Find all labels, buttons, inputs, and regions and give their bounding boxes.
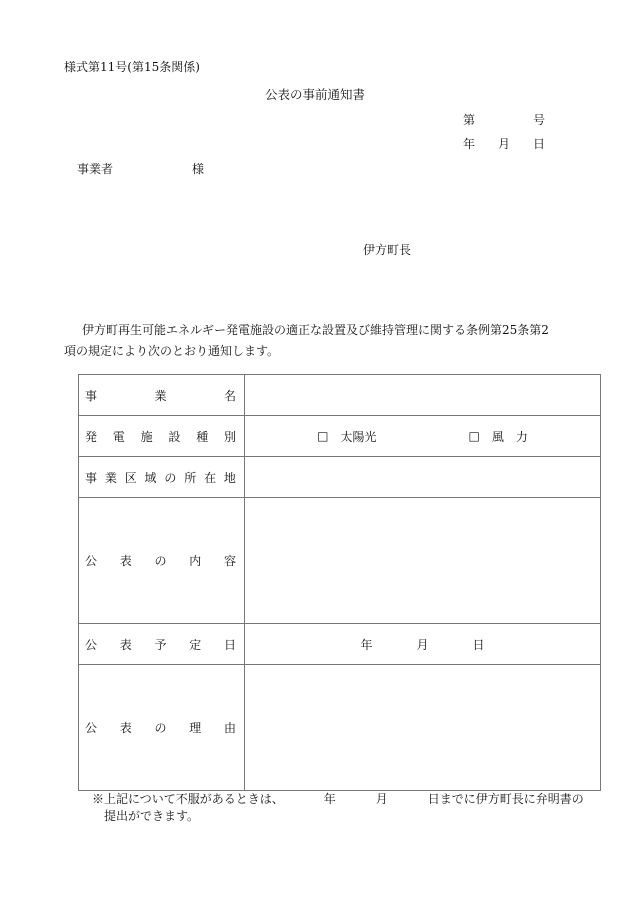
note-line1-b: 日までに伊方町長に弁明書の [427,792,584,806]
footnote [92,791,584,825]
document-date-line [463,135,545,152]
number-suffix: 号 [532,113,545,127]
date-month: 月 [497,137,510,151]
table-row [79,416,601,457]
scheduled-day: 日 [472,637,485,652]
label-project-name: 事 業 名 [79,375,245,416]
notice-body: 伊方町再生可能エネルギー発電施設の適正な設置及び維持管理に関する条例第25条第2項の規定により次のとおり通知します。 [64,323,549,358]
table-row [79,624,601,665]
number-prefix: 第 [463,113,476,127]
value-publication-content[interactable] [245,498,601,624]
option-solar-label: 太陽光 [340,429,377,444]
value-project-location[interactable] [245,457,601,498]
option-wind-label-1: 風 [491,429,504,444]
note-line1-a: ※上記について不服があるときは、 [92,792,284,806]
table-row [79,665,601,791]
label-facility-type: 発 電 施 設 種 別 [79,416,245,457]
label-project-location: 事 業 区 域 の 所 在 地 [79,457,245,498]
document-number-line [463,111,545,128]
table-row [79,498,601,624]
option-wind-label-2: 力 [515,429,528,444]
date-day: 日 [532,137,545,151]
addressee [77,160,205,177]
table-row [79,457,601,498]
label-publication-content: 公 表 の 内 容 [79,498,245,624]
scheduled-year: 年 [360,637,373,652]
table-row [79,375,601,416]
value-facility-type [245,416,601,457]
value-publication-reason[interactable] [245,665,601,791]
notice-table [78,374,601,791]
scheduled-month: 月 [416,637,429,652]
date-year: 年 [463,137,476,151]
note-month: 月 [375,792,388,806]
addressee-name: 事業者 [77,162,114,176]
checkbox-wind[interactable]: □ [468,429,480,443]
value-scheduled-date[interactable] [245,624,601,665]
label-scheduled-date: 公 表 予 定 日 [79,624,245,665]
issuer: 伊方町長 [363,243,412,257]
checkbox-solar[interactable]: □ [317,429,329,443]
note-year: 年 [323,792,336,806]
label-publication-reason: 公 表 の 理 由 [79,665,245,791]
note-line2: 提出ができます。 [104,809,200,823]
addressee-honorific: 様 [192,162,205,176]
form-number: 様式第11号(第15条関係) [64,60,200,74]
value-project-name[interactable] [245,375,601,416]
document-title: 公表の事前通知書 [264,87,365,102]
